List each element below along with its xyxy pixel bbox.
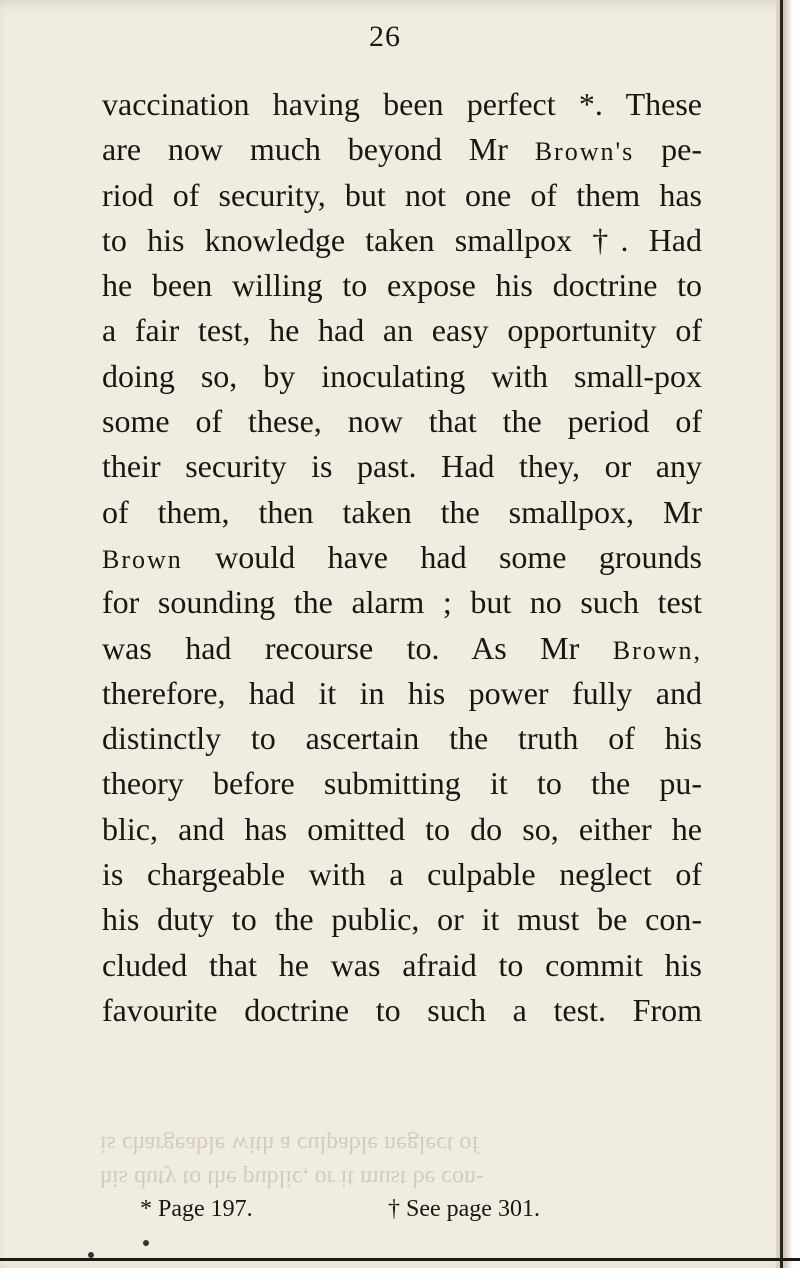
text-line: a fair test, he had an easy opportunity of bbox=[102, 312, 702, 349]
text-line: riod of security, but not one of them has bbox=[102, 176, 702, 213]
text-line: he been willing to expose his doctrine to bbox=[102, 267, 702, 304]
text-line: his duty to the public, or it must be con- bbox=[102, 901, 702, 938]
body-text bbox=[102, 82, 702, 1033]
text-line: of them, then taken the smallpox, Mr bbox=[102, 493, 702, 530]
text-line bbox=[102, 626, 702, 671]
text-fragment: pe- bbox=[661, 131, 702, 168]
text-line: cluded that he was afraid to commit his bbox=[102, 946, 702, 983]
text-fragment: would have had some grounds bbox=[215, 538, 702, 575]
text-line: their security is past. Had they, or any bbox=[102, 448, 702, 485]
page-number: 26 bbox=[369, 20, 401, 53]
footnote-see-page-301: † See page 301. bbox=[388, 1196, 540, 1222]
text-line: distinctly to ascertain the truth of his bbox=[102, 720, 702, 757]
print-speck bbox=[143, 1240, 149, 1246]
page-edge-line bbox=[780, 0, 783, 1268]
text-line bbox=[102, 535, 702, 580]
text-line: for sounding the alarm ; but no such test bbox=[102, 584, 702, 621]
text-line: blic, and has omitted to do so, either he bbox=[102, 810, 702, 847]
name-small-caps: Brown's bbox=[534, 137, 635, 167]
text-line: some of these, now that the period of bbox=[102, 403, 702, 440]
text-line: favourite doctrine to such a test. From bbox=[102, 991, 702, 1028]
text-line bbox=[102, 127, 702, 172]
text-line: to his knowledge taken smallpox †. Had bbox=[102, 221, 702, 258]
footnote-page-197: * Page 197. bbox=[140, 1196, 253, 1222]
text-line: doing so, by inoculating with small-pox bbox=[102, 357, 702, 394]
text-line: is chargeable with a culpable neglect of bbox=[102, 856, 702, 893]
text-line: vaccination having been perfect *. These bbox=[102, 86, 702, 122]
text-fragment: are now much beyond Mr bbox=[102, 131, 508, 168]
show-through-text bbox=[100, 1127, 710, 1195]
show-through-line: his duty to the public, or it must be con- bbox=[100, 1165, 484, 1191]
name-small-caps: Brown bbox=[102, 544, 183, 574]
name-small-caps: Brown, bbox=[612, 635, 703, 665]
text-line: theory before submitting it to the pu- bbox=[102, 765, 702, 802]
text-fragment: was had recourse to. As Mr bbox=[102, 629, 580, 666]
show-through-line: is chargeable with a culpable neglect of bbox=[100, 1131, 480, 1157]
text-line: therefore, had it in his power fully and bbox=[102, 674, 702, 711]
page-bottom-edge bbox=[0, 1258, 800, 1261]
